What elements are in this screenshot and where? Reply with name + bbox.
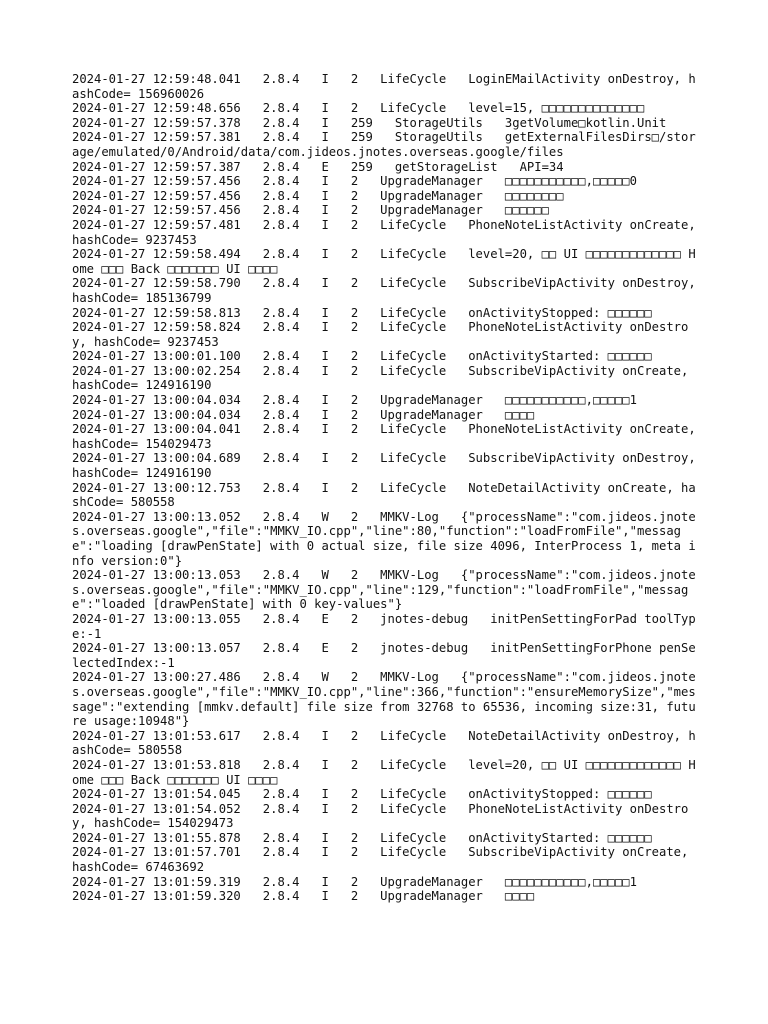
log-line: 2024-01-27 13:00:01.100 2.8.4 I 2 LifeCycle onActivityStarted: □□□□□□ (72, 349, 652, 364)
log-line: 2024-01-27 12:59:48.656 2.8.4 I 2 LifeCycle level=15, □□□□□□□□□□□□□□ (72, 101, 645, 116)
log-line: 2024-01-27 13:00:13.052 2.8.4 W 2 MMKV-Log {"processName":"com.jideos.jnotes.overseas.google","file":"MMKV_IO.cpp","line":80,"function":"loadFromFile","message":"loading [drawPenState] with 0 actual size, file size 4096, InterProcess 1, meta info version:0"} (72, 509, 696, 568)
log-line: 2024-01-27 13:00:27.486 2.8.4 W 2 MMKV-Log {"processName":"com.jideos.jnotes.overseas.google","file":"MMKV_IO.cpp","line":366,"function":"ensureMemorySize","message":"extending [mmkv.default] file size from 32768 to 65536, incoming size:31, future usage:10948"} (72, 670, 696, 729)
log-line: 2024-01-27 12:59:58.824 2.8.4 I 2 LifeCycle PhoneNoteListActivity onDestroy, hashCode= 9237453 (72, 320, 689, 349)
log-line: 2024-01-27 13:01:54.052 2.8.4 I 2 LifeCycle PhoneNoteListActivity onDestroy, hashCode= 154029473 (72, 801, 689, 831)
log-line: 2024-01-27 12:59:57.481 2.8.4 I 2 LifeCycle PhoneNoteListActivity onCreate, hashCode= 9237453 (72, 217, 704, 247)
log-line: 2024-01-27 12:59:57.456 2.8.4 I 2 UpgradeManager □□□□□□ (72, 203, 549, 218)
log-line: 2024-01-27 13:00:13.055 2.8.4 E 2 jnotes-debug initPenSettingForPad toolType:-1 (72, 611, 696, 641)
log-line: 2024-01-27 13:01:53.818 2.8.4 I 2 LifeCycle level=20, □□ UI □□□□□□□□□□□□□ Home □□□ Back □□□□□□□ UI □□□□ (72, 757, 696, 787)
log-line: 2024-01-27 12:59:57.387 2.8.4 E 259 getStorageList API=34 (72, 159, 564, 174)
log-line: 2024-01-27 13:00:04.041 2.8.4 I 2 LifeCycle PhoneNoteListActivity onCreate, hashCode= 154029473 (72, 422, 704, 451)
log-line: 2024-01-27 12:59:57.381 2.8.4 I 259 StorageUtils getExternalFilesDirs□/storage/emulated/0/Android/data/com.jideos.jnotes.overseas.google/files (72, 130, 696, 159)
log-line: 2024-01-27 13:00:04.034 2.8.4 I 2 UpgradeManager □□□□ (72, 407, 535, 422)
log-line: 2024-01-27 12:59:57.378 2.8.4 I 259 StorageUtils 3getVolume□kotlin.Unit (72, 115, 667, 130)
log-document (72, 72, 702, 904)
log-line: 2024-01-27 12:59:57.456 2.8.4 I 2 UpgradeManager □□□□□□□□ (72, 188, 564, 203)
log-line: 2024-01-27 13:00:12.753 2.8.4 I 2 LifeCycle NoteDetailActivity onCreate, hashCode= 580558 (72, 480, 696, 510)
log-line: 2024-01-27 13:01:59.319 2.8.4 I 2 UpgradeManager □□□□□□□□□□□,□□□□□1 (72, 874, 637, 889)
log-line: 2024-01-27 13:01:54.045 2.8.4 I 2 LifeCycle onActivityStopped: □□□□□□ (72, 787, 652, 802)
log-line: 2024-01-27 12:59:58.813 2.8.4 I 2 LifeCycle onActivityStopped: □□□□□□ (72, 305, 652, 320)
log-line: 2024-01-27 13:00:13.057 2.8.4 E 2 jnotes-debug initPenSettingForPhone penSelectedIndex:-1 (72, 641, 696, 670)
log-line: 2024-01-27 13:00:02.254 2.8.4 I 2 LifeCycle SubscribeVipActivity onCreate, hashCode= 124916190 (72, 363, 696, 393)
log-line: 2024-01-27 13:01:59.320 2.8.4 I 2 UpgradeManager □□□□ (72, 889, 535, 904)
log-line: 2024-01-27 12:59:48.041 2.8.4 I 2 LifeCycle LoginEMailActivity onDestroy, hashCode= 156960026 (72, 72, 696, 101)
log-line: 2024-01-27 13:01:57.701 2.8.4 I 2 LifeCycle SubscribeVipActivity onCreate, hashCode= 67463692 (72, 845, 696, 875)
log-line: 2024-01-27 13:00:04.034 2.8.4 I 2 UpgradeManager □□□□□□□□□□□,□□□□□1 (72, 393, 637, 408)
log-line: 2024-01-27 13:01:53.617 2.8.4 I 2 LifeCycle NoteDetailActivity onDestroy, hashCode= 580558 (72, 728, 696, 758)
log-line: 2024-01-27 13:00:13.053 2.8.4 W 2 MMKV-Log {"processName":"com.jideos.jnotes.overseas.google","file":"MMKV_IO.cpp","line":129,"function":"loadFromFile","message":"loaded [drawPenState] with 0 key-values"} (72, 568, 696, 612)
log-line: 2024-01-27 12:59:57.456 2.8.4 I 2 UpgradeManager □□□□□□□□□□□,□□□□□0 (72, 174, 637, 189)
log-line: 2024-01-27 13:00:04.689 2.8.4 I 2 LifeCycle SubscribeVipActivity onDestroy, hashCode= 124916190 (72, 451, 704, 481)
log-line: 2024-01-27 12:59:58.494 2.8.4 I 2 LifeCycle level=20, □□ UI □□□□□□□□□□□□□ Home □□□ Back □□□□□□□ UI □□□□ (72, 247, 696, 276)
log-line: 2024-01-27 12:59:58.790 2.8.4 I 2 LifeCycle SubscribeVipActivity onDestroy, hashCode= 185136799 (72, 276, 704, 305)
log-line: 2024-01-27 13:01:55.878 2.8.4 I 2 LifeCycle onActivityStarted: □□□□□□ (72, 830, 652, 845)
